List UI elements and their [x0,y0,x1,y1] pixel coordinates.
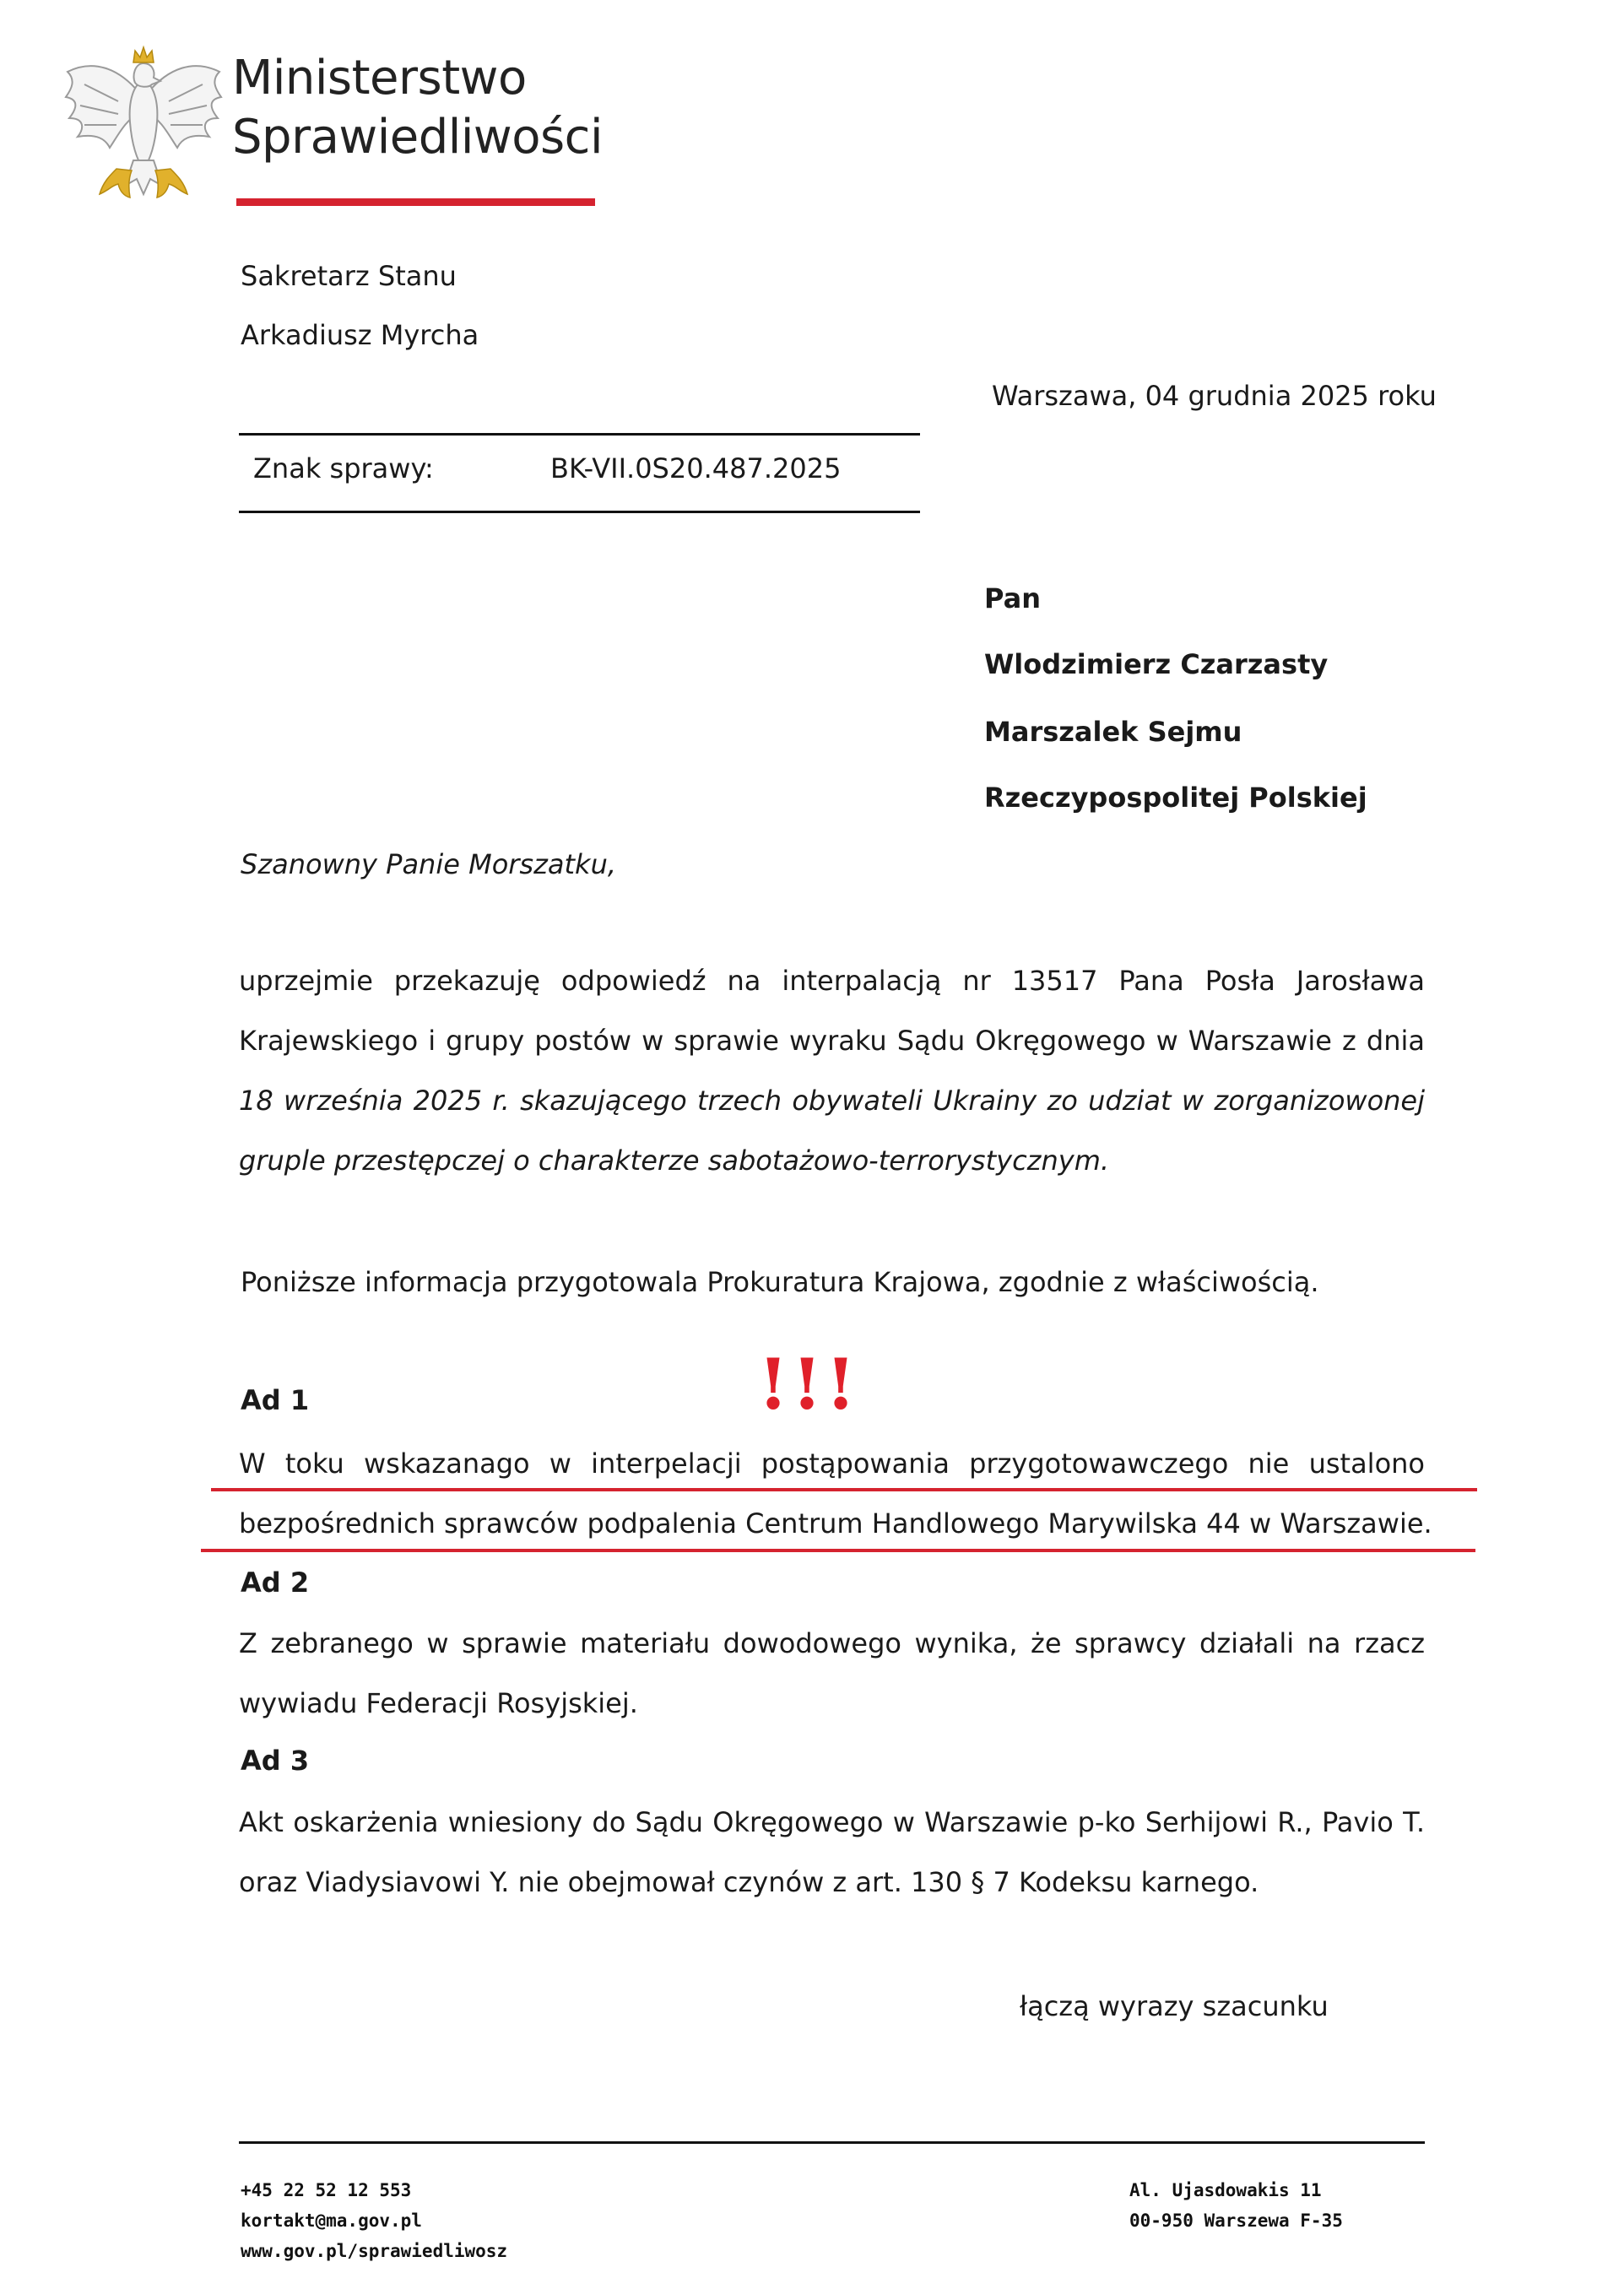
ad3-line: oraz Viadysiavowi Y. nie obejmował czynów z art. 130 § 7 Kodeksu karnego. [239,1866,1259,1898]
letter-date: Warszawa, 04 grudnia 2025 roku [992,380,1437,412]
recipient-line2: Wlodzimierz Czarzasty [984,648,1329,680]
info-line: Poniższe informacja przygotowala Prokuratura Krajowa, zgodnie z właściwością. [241,1266,1319,1298]
intro-line: 18 września 2025 r. skazującego trzech obywateli Ukrainy zo udziat w zorganizowonej [239,1085,1425,1117]
footer-address-line2: 00-950 Warszewa F-35 [1129,2211,1343,2231]
case-label: Znak sprawy: [253,452,434,484]
ad1-heading: Ad 1 [241,1384,310,1416]
recipient-line1: Pan [984,582,1041,614]
intro-line: Krajewskiego i grupy postów w sprawie wyraku Sądu Okręgowego w Warszawie z dnia [239,1025,1425,1057]
header-accent-bar [236,198,595,206]
case-rule-bottom [239,511,920,513]
closing-phrase: łączą wyrazy szacunku [1020,1990,1329,2022]
ad1-paragraph [239,1434,1432,1554]
footer-address-line1: Al. Ujasdowakis 11 [1129,2180,1322,2200]
case-rule-top [239,433,920,436]
footer-rule [239,2141,1425,2144]
ministry-name-line2: Sprawiedliwości [232,110,603,165]
sender-name: Arkadiusz Myrcha [241,319,479,351]
case-number: BK-VII.0S20.487.2025 [550,452,842,484]
recipient-line3: Marszalek Sejmu [984,716,1242,748]
ad3-heading: Ad 3 [241,1745,310,1777]
ad1-line: bezpośrednich sprawców podpalenia Centrum Handlowego Marywilska 44 w Warszawie. [239,1507,1432,1540]
intro-line: gruple przestępczej o charakterze sabotażowo-terrorystycznym. [239,1144,1110,1177]
footer-email[interactable]: kortakt@ma.gov.pl [241,2211,422,2231]
highlight-underline-1 [211,1488,1477,1491]
sender-title: Sakretarz Stanu [241,260,457,292]
intro-line: uprzejmie przekazuję odpowiedź na interpalacją nr 13517 Pana Posła Jarosława [239,965,1425,997]
footer-phone: +45 22 52 12 553 [241,2180,412,2200]
ad3-paragraph [239,1793,1425,1913]
salutation: Szanowny Panie Morszatku, [241,848,617,880]
ad2-heading: Ad 2 [241,1567,310,1599]
ad2-line: Z zebranego w sprawie materiału dowodowego wynika, że sprawcy działali na rzacz [239,1627,1425,1659]
ad3-line: Akt oskarżenia wniesiony do Sądu Okręgowego w Warszawie p-ko Serhijowi R., Pavio T. [239,1806,1425,1838]
emphasis-exclamation-marks: !!! [758,1345,859,1426]
polish-eagle-emblem-icon [59,34,228,211]
recipient-line4: Rzeczypospolitej Polskiej [984,782,1367,814]
ad1-line: W toku wskazanago w interpelacji postąpowania przygotowawczego nie ustalono [239,1448,1425,1480]
highlight-underline-2 [201,1549,1475,1552]
ministry-name-line1: Ministerstwo [232,51,527,106]
footer-website[interactable]: www.gov.pl/sprawiedliwosz [241,2241,508,2261]
ad2-line: wywiadu Federacji Rosyjskiej. [239,1687,638,1719]
ad2-paragraph [239,1614,1425,1734]
intro-paragraph [239,951,1425,1191]
